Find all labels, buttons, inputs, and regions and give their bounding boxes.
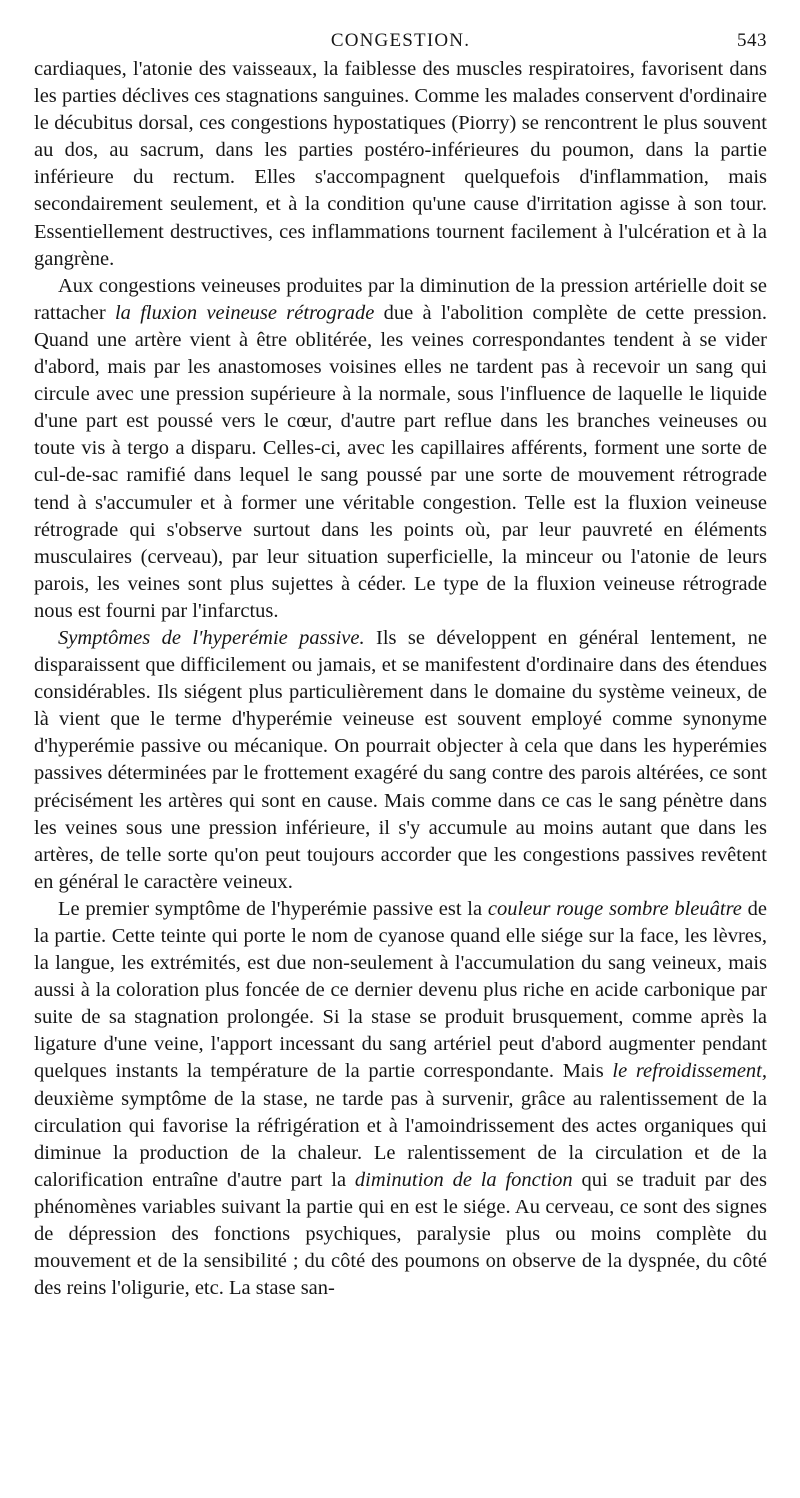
text-run: cardiaques, l'atonie des vaisseaux, la faiblesse des muscles respiratoires, favorisent dans les parties déclives ces stagnations sanguines. Comme les malades conservent d'ordinaire le décubitus dorsal, ces congestions hypostatiques (Piorry) se rencontrent le plus souvent au dos, au sacrum, dans les parties postéro-inférieures du poumon, dans la partie inférieure du rectum. Elles s'accompagnent quelquefois d'inflammation, mais secondairement seulement, et à la condition qu'une cause d'irritation agisse à son tour. Essentiellement destructives, ces inflammations tournent facilement à l'ulcération et à la gangrène. [34, 58, 767, 270]
italic-term: la fluxion veineuse rétrograde [114, 301, 375, 324]
text-run: due à l'abolition complète de cette pression. Quand une artère vient à être oblitérée, les veines correspondantes tendent à se vider d'abord, mais par les anastomoses voisines elles ne tardent pas à recevoir un sang qui circule avec une pression supérieure à la normale, sous l'influence de laquelle le liquide d'une part est poussé vers le cœur, d'autre part reflue dans les branches veineuses ou toute vis à tergo a disparu. Celles-ci, avec les capillaires afférents, forment une sorte de cul-de-sac ramifié dans lequel le sang poussé par une sorte de mouvement rétrograde tend à s'accumuler et à former une véritable congestion. Telle est la fluxion veineuse rétrograde qui s'observe surtout dans les points où, par leur pauvreté en éléments musculaires (cerveau), par leur situation superficielle, la minceur ou l'atonie de leurs parois, les veines sont plus sujettes à céder. Le type de la fluxion veineuse rétrograde nous est fourni par l'infarctus. [34, 301, 767, 622]
paragraph [34, 56, 767, 273]
text-run: Aux congestions veineuses produites par la diminution de la pression artérielle doit se rattacher [34, 274, 767, 324]
text-run: de la partie. Cette teinte qui porte le nom de cyanose quand elle siége sur la face, les lèvres, la langue, les extrémités, est due non-seulement à l'accumulation du sang veineux, mais aussi à la coloration plus foncée de ce dernier devenu plus riche en acide carbonique par suite de sa stagnation prolongée. Si la stase se produit brusquement, comme après la ligature d'une veine, l'apport incessant du sang artériel peut d'abord augmenter pendant quelques instants la température de la partie correspondante. Mais [34, 897, 767, 1083]
running-head [34, 26, 767, 56]
italic-term: diminution de la fonction [354, 1168, 573, 1191]
italic-term: le refroidissement, [612, 1060, 767, 1083]
running-title: CONGESTION. [330, 30, 471, 51]
text-run: qui se traduit par des phénomènes variables suivant la partie qui en est le siége. Au cerveau, ce sont des signes de dépression des fonctions psychiques, paralysie plus ou moins complète du mouvement et de la sensibilité ; du côté des poumons on observe de la dyspnée, du côté des reins l'oligurie, etc. La stase san- [34, 1168, 767, 1300]
italic-term: couleur rouge sombre bleuâtre [487, 897, 742, 920]
body-text [34, 56, 767, 1302]
paragraph [34, 896, 767, 1302]
text-run: deuxième symptôme de la stase, ne tarde pas à survenir, grâce au ralentissement de la circulation qui favorise la réfrigération et à l'amoindrissement des actes organiques qui diminue la production de la chaleur. Le ralentissement de la circulation et de la calorification entraîne d'autre part la [34, 1087, 767, 1191]
section-heading-inline: Symptômes de l'hyperémie passive. [58, 626, 365, 649]
paragraph [34, 625, 767, 896]
paragraph [34, 273, 767, 625]
text-run: Le premier symptôme de l'hyperémie passive est la [58, 897, 488, 920]
text-run: Ils se développent en général lentement, ne disparaissent que difficilement ou jamais, et se manifestent d'ordinaire dans des étendues considérables. Ils siégent plus particulièrement dans le domaine du système veineux, de là vient que le terme d'hyperémie veineuse est souvent employé comme synonyme d'hyperémie passive ou mécanique. On pourrait objecter à cela que dans les hyperémies passives déterminées par le frottement exagéré du sang contre des parois altérées, ce sont précisément les artères qui sont en cause. Mais comme dans ce cas le sang pénètre dans les veines sous une pression inférieure, il s'y accumule au moins autant que dans les artères, de telle sorte qu'on peut toujours accorder que les congestions passives revêtent en général le caractère veineux. [34, 626, 767, 893]
page-number: 543 [737, 30, 767, 51]
